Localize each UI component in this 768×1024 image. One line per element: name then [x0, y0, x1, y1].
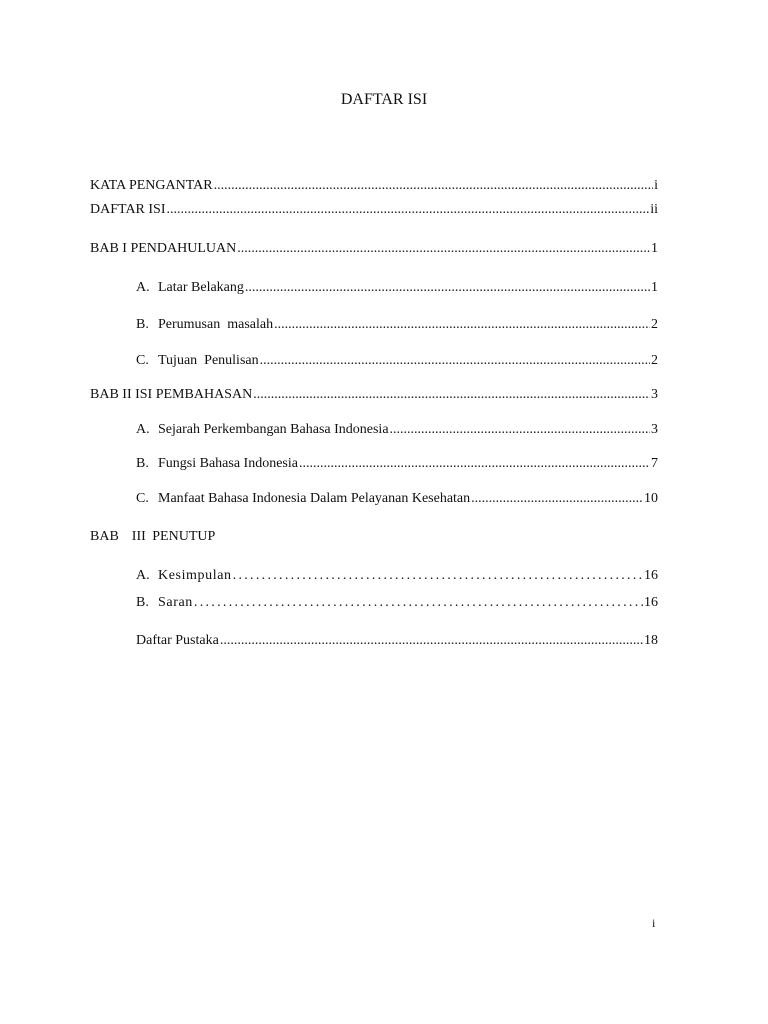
toc-entry-page: 18 [644, 633, 658, 648]
toc-entry-label: Tujuan Penulisan [158, 353, 259, 368]
toc-entry-page: 2 [651, 317, 658, 332]
toc-dot-leader [237, 239, 650, 259]
toc-entry-page: 1 [651, 241, 658, 256]
toc-entry-marker: A. [136, 280, 150, 295]
toc-entry-fungsi[interactable] [136, 454, 658, 474]
toc-entry-kesimpulan[interactable] [136, 566, 658, 586]
toc-entry-marker: C. [136, 491, 149, 506]
toc-entry-label: Fungsi Bahasa Indonesia [158, 456, 298, 471]
toc-entry-daftar-isi[interactable] [90, 200, 658, 220]
toc-entry-marker: A. [136, 422, 150, 437]
toc-entry-label: BAB I PENDAHULUAN [90, 241, 237, 256]
toc-entry-label: Daftar Pustaka [136, 633, 219, 648]
toc-dot-leader [253, 385, 650, 405]
toc-entry-perumusan-masalah[interactable] [136, 315, 658, 335]
page-number: i [652, 916, 656, 930]
toc-entry-marker: B. [136, 595, 149, 610]
toc-entry-bab-2[interactable] [90, 385, 658, 405]
toc-dot-leader [220, 631, 643, 651]
toc-entry-marker: B. [136, 456, 149, 471]
toc-entry-page: 10 [644, 491, 658, 506]
toc-entry-marker: A. [136, 568, 150, 583]
toc-entry-marker: B. [136, 317, 149, 332]
toc-entry-page: 16 [644, 595, 658, 610]
toc-dot-leader [390, 420, 650, 440]
toc-dot-leader [274, 315, 650, 335]
toc-entry-label: KATA PENGANTAR [90, 178, 213, 193]
toc-entry-page: 1 [651, 280, 658, 295]
toc-entry-label: BAB II ISI PEMBAHASAN [90, 387, 253, 402]
toc-dot-leader [214, 176, 654, 196]
toc-entry-label: Perumusan masalah [158, 317, 274, 332]
toc-entry-marker: C. [136, 353, 149, 368]
toc-entry-page: 3 [651, 422, 658, 437]
toc-dot-leader [194, 593, 643, 613]
toc-dot-leader [260, 351, 650, 371]
toc-entry-page: 2 [651, 353, 658, 368]
toc-entry-page: 16 [644, 568, 658, 583]
toc-entry-sejarah[interactable] [136, 420, 658, 440]
toc-entry-latar-belakang[interactable] [136, 278, 658, 298]
toc-dot-leader [299, 454, 650, 474]
toc-entry-bab-3[interactable]: BAB III PENUTUP [90, 529, 216, 544]
toc-dot-leader [167, 200, 650, 220]
toc-entry-label: Manfaat Bahasa Indonesia Dalam Pelayanan Kesehatan [158, 491, 471, 506]
toc-entry-label: Sejarah Perkembangan Bahasa Indonesia [158, 422, 389, 437]
toc-entry-label: Saran [158, 595, 193, 610]
toc-entry-daftar-pustaka[interactable] [136, 631, 658, 651]
toc-entry-manfaat[interactable] [136, 489, 658, 509]
toc-entry-page: i [654, 178, 658, 193]
toc-entry-page: 7 [651, 456, 658, 471]
toc-dot-leader [233, 566, 643, 586]
toc-entry-bab-1[interactable] [90, 239, 658, 259]
page-title: DAFTAR ISI [340, 91, 428, 108]
toc-dot-leader [471, 489, 643, 509]
toc-entry-page: ii [650, 202, 658, 217]
toc-entry-kata-pengantar[interactable] [90, 176, 658, 196]
toc-entry-label: Kesimpulan [158, 568, 232, 583]
toc-dot-leader [245, 278, 650, 298]
toc-entry-label: DAFTAR ISI [90, 202, 166, 217]
toc-entry-tujuan-penulisan[interactable] [136, 351, 658, 371]
toc-entry-label: Latar Belakang [158, 280, 244, 295]
toc-entry-saran[interactable] [136, 593, 658, 613]
toc-entry-page: 3 [651, 387, 658, 402]
